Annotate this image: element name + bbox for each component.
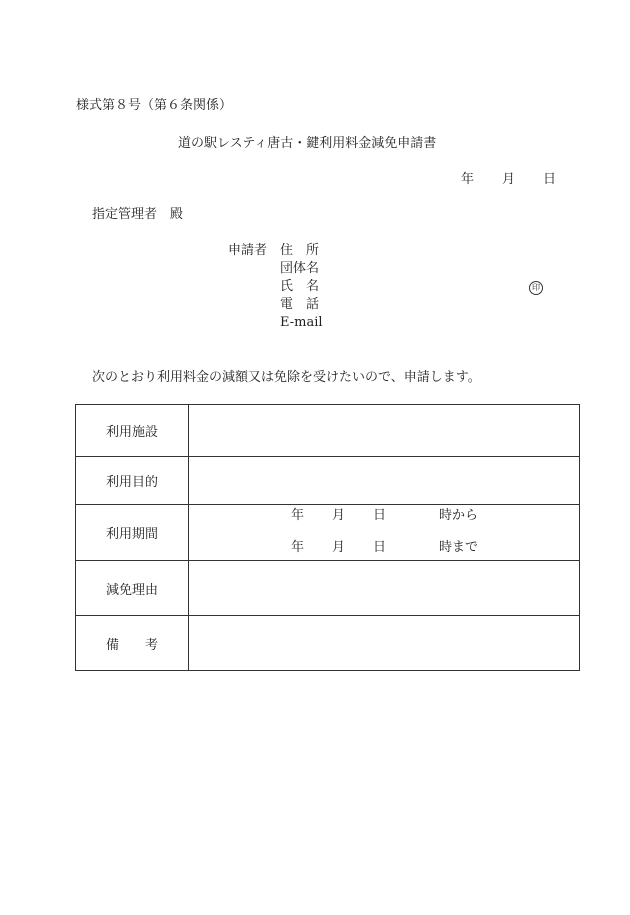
applicant-fields	[280, 243, 323, 333]
period-start-year: 年	[291, 508, 305, 523]
reason-input-cell[interactable]	[189, 561, 580, 616]
applicant-label: 申請者	[228, 243, 268, 258]
field-organization: 団体名	[280, 261, 320, 276]
period-start-line	[189, 508, 579, 524]
facility-input-cell[interactable]	[189, 405, 580, 457]
period-start-time: 時から	[439, 508, 479, 523]
period-end-line	[189, 540, 579, 556]
date-month: 月	[502, 172, 516, 187]
period-end-year: 年	[291, 540, 305, 555]
remarks-label: 備 考	[76, 616, 189, 671]
table-row	[76, 616, 580, 671]
table-row	[76, 505, 580, 561]
application-table	[75, 404, 580, 671]
purpose-input-cell[interactable]	[189, 457, 580, 505]
period-end-month: 月	[332, 540, 346, 555]
period-label: 利用期間	[76, 505, 189, 561]
reason-label: 減免理由	[76, 561, 189, 616]
field-email: E-mail	[280, 315, 323, 330]
document-title: 道の駅レスティ唐古・鍵利用料金減免申請書	[178, 136, 437, 151]
date-day: 日	[543, 172, 557, 187]
field-address: 住 所	[280, 243, 320, 258]
table-row	[76, 457, 580, 505]
seal-mark: 印	[529, 281, 543, 295]
addressee: 指定管理者 殿	[92, 207, 184, 222]
date-line	[461, 172, 556, 188]
purpose-label: 利用目的	[76, 457, 189, 505]
period-start-day: 日	[373, 508, 387, 523]
table-row	[76, 561, 580, 616]
field-name: 氏 名	[280, 279, 320, 294]
date-year: 年	[461, 172, 475, 187]
period-end-day: 日	[373, 540, 387, 555]
remarks-input-cell[interactable]	[189, 616, 580, 671]
period-input-cell[interactable]	[189, 505, 580, 561]
period-end-time: 時まで	[439, 540, 479, 555]
form-number: 様式第８号（第６条関係）	[76, 98, 233, 113]
request-sentence: 次のとおり利用料金の減額又は免除を受けたいので、申請します。	[92, 370, 481, 385]
facility-label: 利用施設	[76, 405, 189, 457]
period-start-month: 月	[332, 508, 346, 523]
table-row	[76, 405, 580, 457]
field-phone: 電 話	[280, 297, 320, 312]
